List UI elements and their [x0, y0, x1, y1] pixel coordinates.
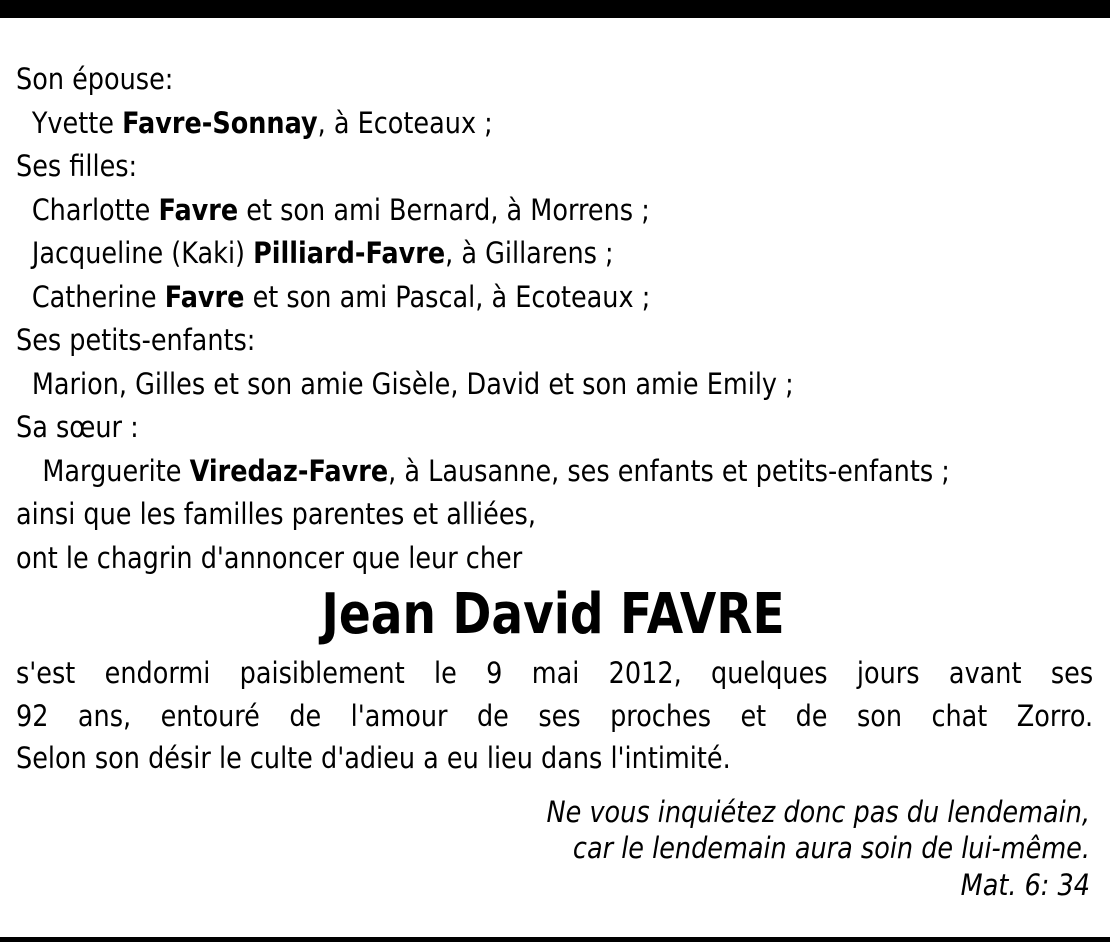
family-member-line: Marguerite Viredaz-Favre, à Lausanne, ses enfants et petits-enfants ; [42, 453, 950, 488]
heading-spouse: Son épouse: [16, 62, 174, 96]
family-member-line: Jacqueline (Kaki) Pilliard-Favre, à Gillarens ; [31, 236, 614, 270]
family-member-line: Marion, Gilles et son amie Gisèle, David et son amie Emily ; [31, 366, 794, 401]
heading-sister: Sa sœur : [16, 410, 139, 444]
intro-line: ainsi que les familles parentes et alliées, [16, 497, 536, 531]
announcement-line: 92 ans, entouré de l'amour de ses proches et de son chat Zorro. [16, 698, 1094, 733]
heading-grandchildren: Ses petits-enfants: [16, 323, 256, 357]
announcement-line: s'est endormi paisiblement le 9 mai 2012, quelques jours avant ses [16, 656, 1094, 690]
obituary-notice [16, 58, 1094, 903]
bible-quote-reference: Mat. 6: 34 [960, 867, 1090, 902]
family-surname: Favre [164, 279, 245, 314]
family-member-line: Charlotte Favre et son ami Bernard, à Morrens ; [31, 192, 650, 227]
family-member-line: Yvette Favre-Sonnay, à Ecoteaux ; [31, 105, 493, 140]
bible-quote-line: Ne vous inquiétez donc pas du lendemain, [546, 794, 1090, 829]
bible-quote-line: car le lendemain aura soin de lui-même. [572, 831, 1090, 865]
bottom-border-rule [0, 937, 1110, 942]
family-surname: Favre-Sonnay [122, 105, 318, 140]
family-surname: Favre [158, 192, 239, 227]
family-surname: Pilliard-Favre [253, 236, 446, 270]
family-member-line: Catherine Favre et son ami Pascal, à Ecoteaux ; [31, 279, 651, 314]
family-surname: Viredaz-Favre [189, 453, 389, 488]
intro-line: ont le chagrin d'annoncer que leur cher [16, 540, 523, 575]
top-border-rule [0, 0, 1110, 18]
heading-daughters: Ses filles: [16, 149, 138, 183]
deceased-name: Jean David FAVRE [321, 582, 785, 647]
announcement-line: Selon son désir le culte d'adieu a eu lieu dans l'intimité. [16, 741, 731, 775]
